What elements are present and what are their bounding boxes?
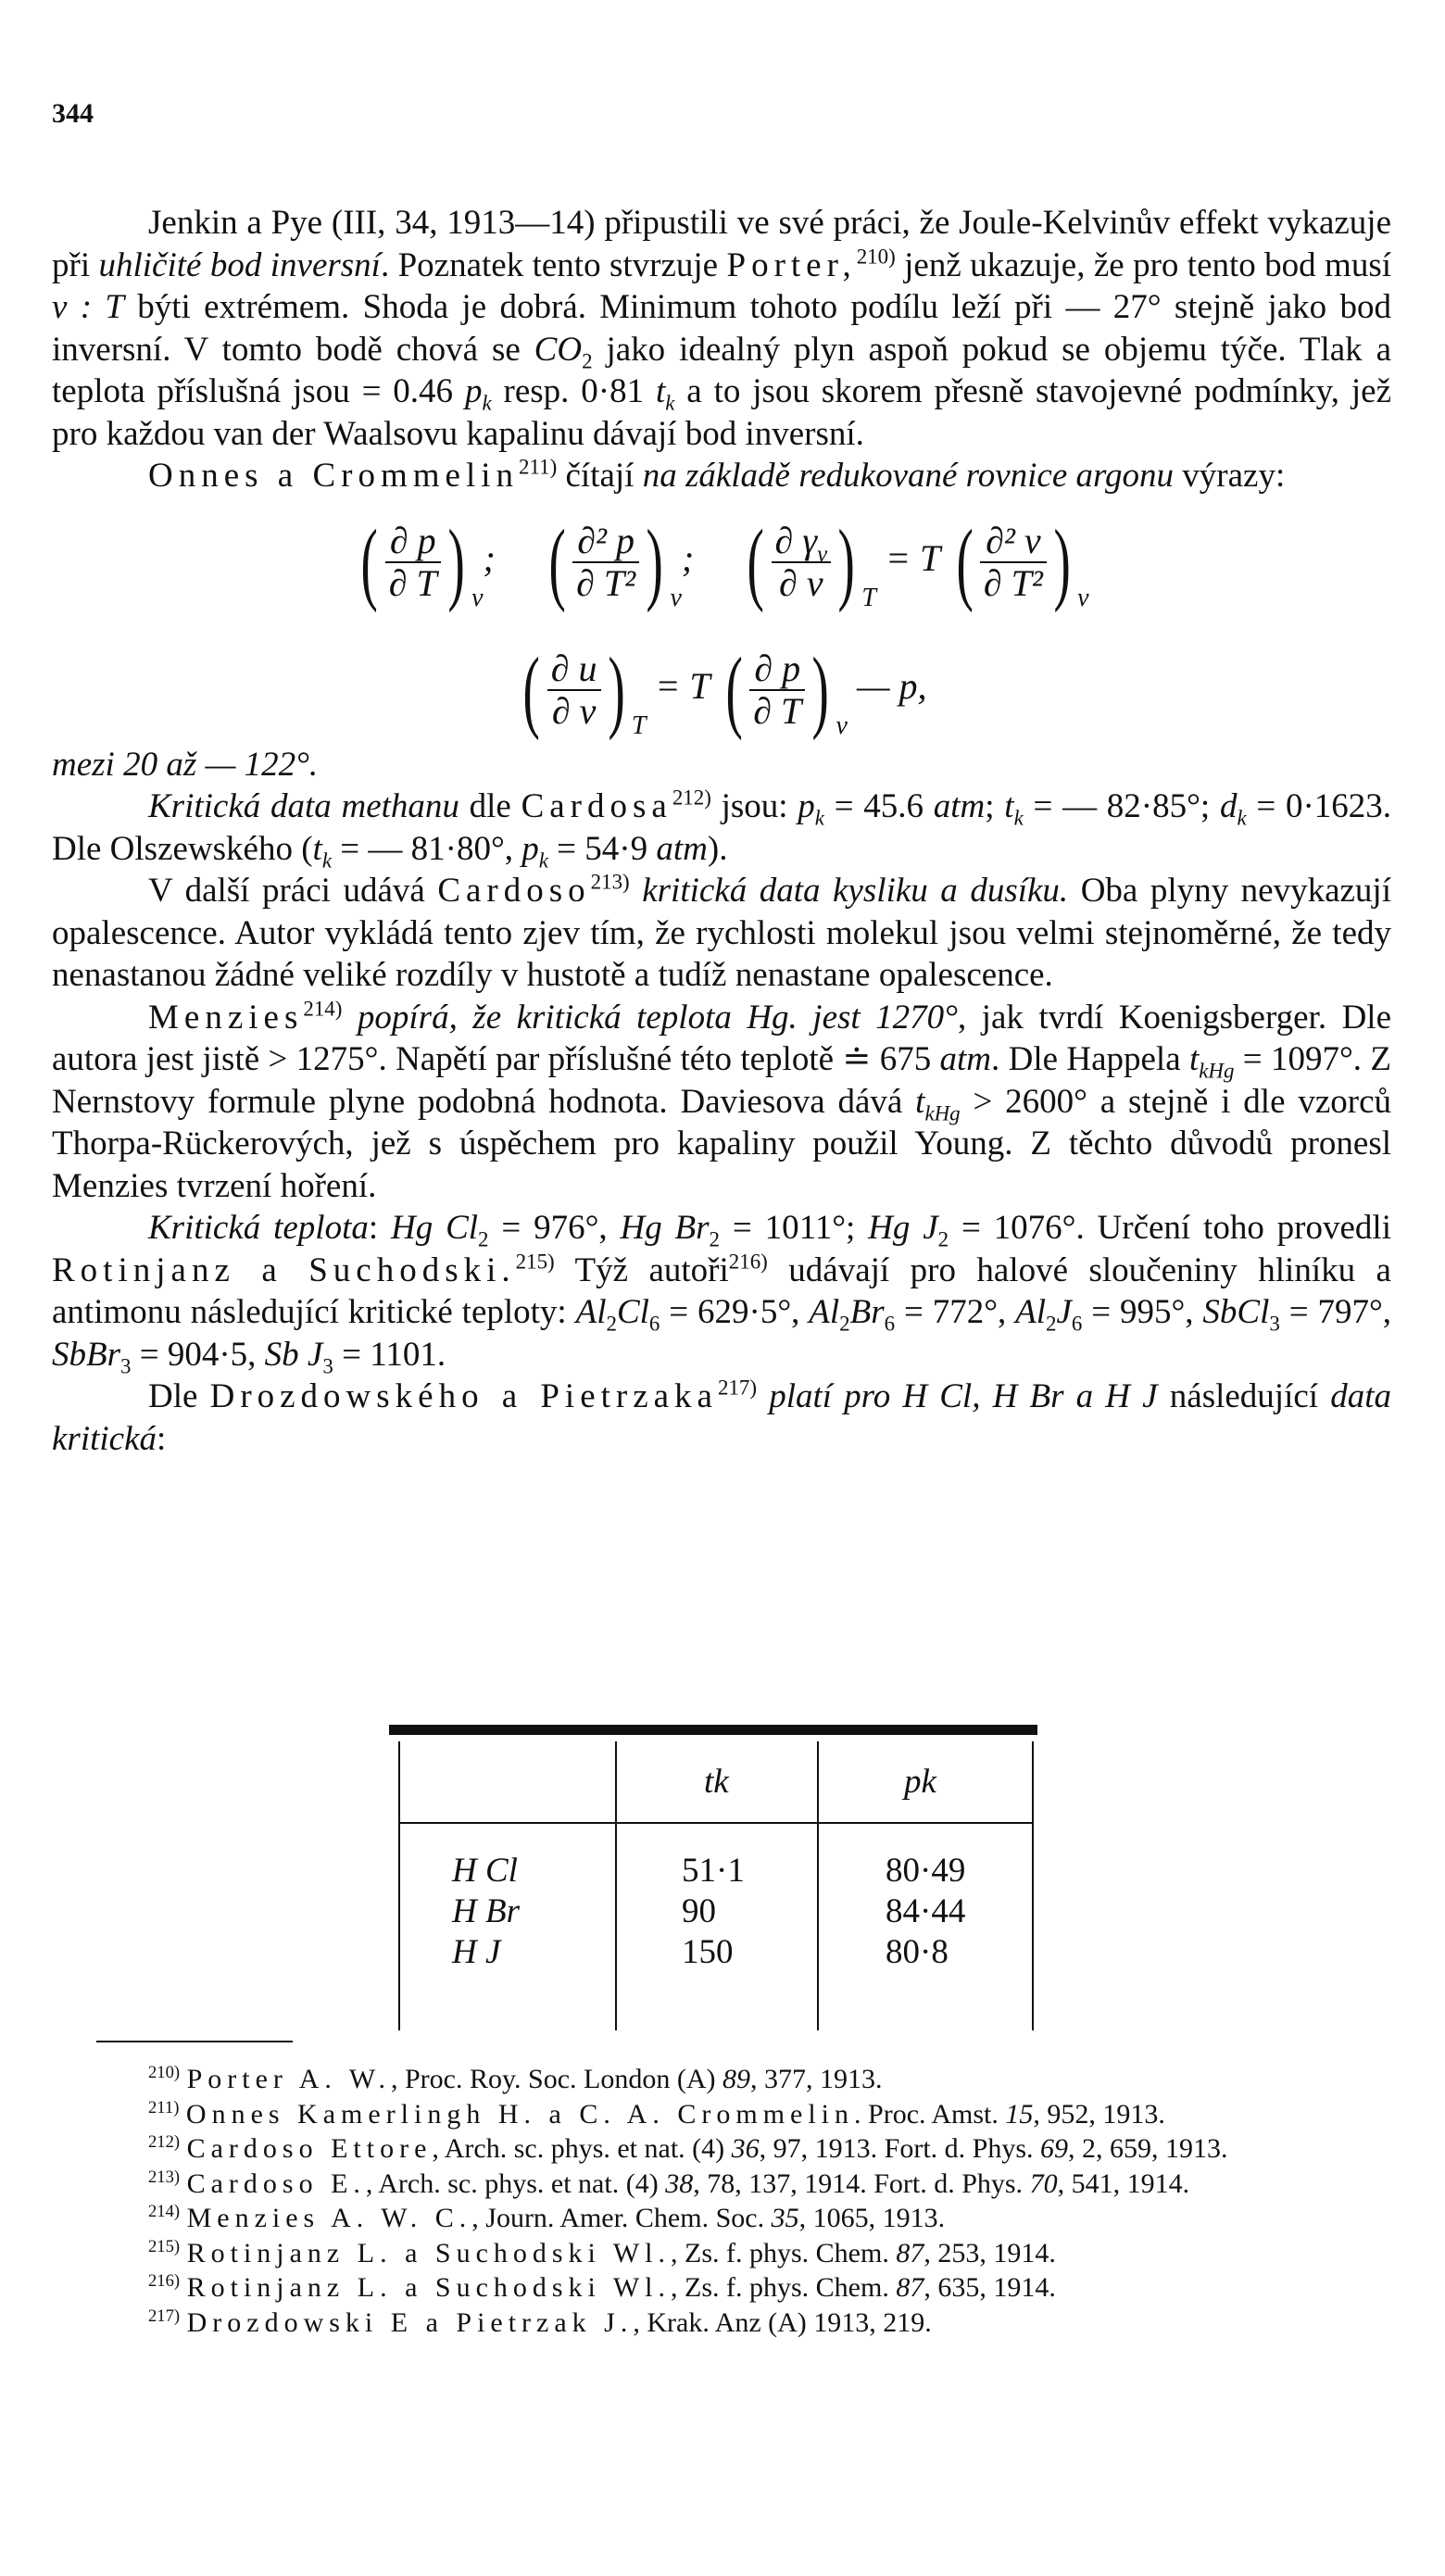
table-cell-compound: H Cl [452, 1852, 518, 1890]
table-cell-pk: 80·8 [886, 1933, 949, 1971]
footnote-210: $^{210)}$ Porter A. W., Proc. Roy. Soc. London (A) 89, 377, 1913. [148, 2063, 883, 2094]
footnote-214: $^{214)}$ Menzies A. W. C., Journ. Amer. Chem. Soc. 35, 1065, 1913. [148, 2202, 946, 2233]
paragraph-halides: Kritická teplota: Hg $Cl_2 = 976^\circ$, Hg $Br_2 = 1011^\circ$; Hg $J_2 = 1076^\circ$. Určení toho provedli Rotinjanz a Suchodski.$^{215)}$ Týž autoři$^{216)}$ udávají pro halové sloučeniny hliníku a antimonu následující kritické teploty: $Al_2Cl_6 = 629\cdot 5^\circ$, $Al_2Br_6 = 772^\circ$, $Al_2J_6 = 995^\circ$, SbCl$_3$ = 797°, SbBr$_3$ = 904·5, Sb $J_3 = 1101$. [52, 1209, 1392, 1377]
paragraph-range: mezi 20 až — 122°. [52, 745, 319, 784]
footnotes [52, 2062, 1391, 2340]
table-cell-tk: 51·1 [682, 1852, 745, 1890]
footnote-213: $^{213)}$ Cardoso E., Arch. sc. phys. et nat. (4) 38, 78, 137, 1914. Fort. d. Phys. 70, 541, 1914. [148, 2167, 1190, 2199]
equation-derivatives: ( $\frac{\partial p}{\partial T}$ ) $_v$; ( $\frac{\text{∂² p}}{\text{∂ T²}}$ ) $_v$; ( $\frac{\partial \gamma_v}{\partial v}$ ) $_T$ = T ( $\frac{\text{∂² v}}{\text{∂ T²}}$ ) $_v$ [360, 509, 1089, 613]
paragraph-drozdowski: Dle Drozdowského a Pietrzaka$^{217)}$ platí pro H Cl, H Br a H J následující data kritická: [52, 1376, 1391, 1458]
table-cell-tk: 150 [682, 1933, 734, 1971]
table-cell-compound: H J [452, 1933, 501, 1971]
table-cell-pk: 84·44 [886, 1892, 966, 1930]
page-number: 344 [52, 98, 94, 129]
table-top-rule [389, 1725, 1037, 1735]
footnote-rule [96, 2041, 293, 2042]
paragraph-mercury: Menzies$^{214)}$ popírá, že kritická teplota Hg. jest 1270°, jak tvrdí Koenigsberger. Dle autora jest jistě > 1275°. Napětí par příslušné této teplotě ≐ 675 atm. Dle Happela $t_{kHg} = 1097^\circ$. Z Nernstovy formule plyne podobná hodnota. Daviesova dává $t_{kHg} > 2600^\circ$ a stejně i dle vzorců Thorpa-Rückerových, jež s úspěchem pro kapaliny použil Young. Z těchto důvodů pronesl Menzies tvrzení hoření. [52, 997, 1391, 1205]
equation-energy: ( $\frac{\partial u}{\partial v}$ ) $_T$ = T ( $\frac{\partial p}{\partial T}$ ) $_v$ — p, [522, 637, 927, 741]
paragraph-joule-kelvin: Jenkin a Pye (III, 34, 1913—14) připustili ve své práci, že Joule-Kelvinův effekt vykazuje při uhličité bod inversní. Poznatek tento stvrzuje Porter,$^{210)}$ jenž ukazuje, že pro tento bod musí v : T býti extrémem. Shoda je dobrá. Minimum tohoto podílu leží při — 27° stejně jako bod inversní. V tomto bodě chová se $CO_2$ jako idealný plyn aspoň pokud se objemu týče. Tlak a teplota příslušná jsou = 0.46 $p_k$ resp. 0·81 $t_k$ a to jsou skorem přesně stavojevné podmínky, jež pro každou van der Waalsovu kapalinu dávají bod inversní. [52, 204, 1392, 453]
table-cell-compound: H Br [452, 1892, 520, 1930]
paragraph-methane: Kritická data methanu dle Cardosa$^{212)}$ jsou: $p_k = 45.6$ atm; $t_k$ = — 82·85°; $d_k = 0\cdot 1623$. Dle Olszewského ($t_k$ = — 81·80°, $p_k = 54\cdot 9$ atm). [52, 785, 1392, 872]
critical-data-table [389, 1725, 1037, 2030]
table-header-tk: tk [704, 1763, 729, 1801]
body-text [52, 202, 1391, 1460]
table-cell-tk: 90 [682, 1892, 716, 1930]
table-column-divider [817, 1741, 819, 2030]
table-header-pk: pk [904, 1763, 936, 1801]
table-header-rule [398, 1822, 1034, 1824]
table-column-divider [615, 1741, 617, 2030]
footnote-217: $^{217)}$ Drozdowski E a Pietrzak J., Krak. Anz (A) 1913, 219. [148, 2306, 932, 2338]
footnote-211: $^{211)}$ Onnes Kamerlingh H. a C. A. Crommelin. Proc. Amst. 15, 952, 1913. [148, 2097, 1165, 2130]
footnote-216: $^{216)}$ Rotinjanz L. a Suchodski Wl., Zs. f. phys. Chem. 87, 635, 1914. [148, 2271, 1056, 2303]
paragraph-oxygen-nitrogen: V další práci udává Cardoso$^{213)}$ kritická data kysliku a dusíku. Oba plyny nevykazují opalescence. Autor vykládá tento zjev tím, že rychlosti molekul jsou velmi stejnoměrné, že tedy nenastanou žádné veliké rozdíly v hustotě a tudíž nenastane opalescence. [52, 870, 1391, 994]
footnote-215: $^{215)}$ Rotinjanz L. a Suchodski Wl., Zs. f. phys. Chem. 87, 253, 1914. [148, 2236, 1056, 2268]
paragraph-onnes-crommelin: Onnes a Crommelin$^{211)}$ čítají na základě redukované rovnice argonu výrazy: [148, 455, 1286, 495]
table-cell-pk: 80·49 [886, 1852, 966, 1890]
footnote-212: $^{212)}$ Cardoso Ettore, Arch. sc. phys. et nat. (4) 36, 97, 1913. Fort. d. Phys. 69, 2, 659, 1913. [148, 2132, 1228, 2164]
